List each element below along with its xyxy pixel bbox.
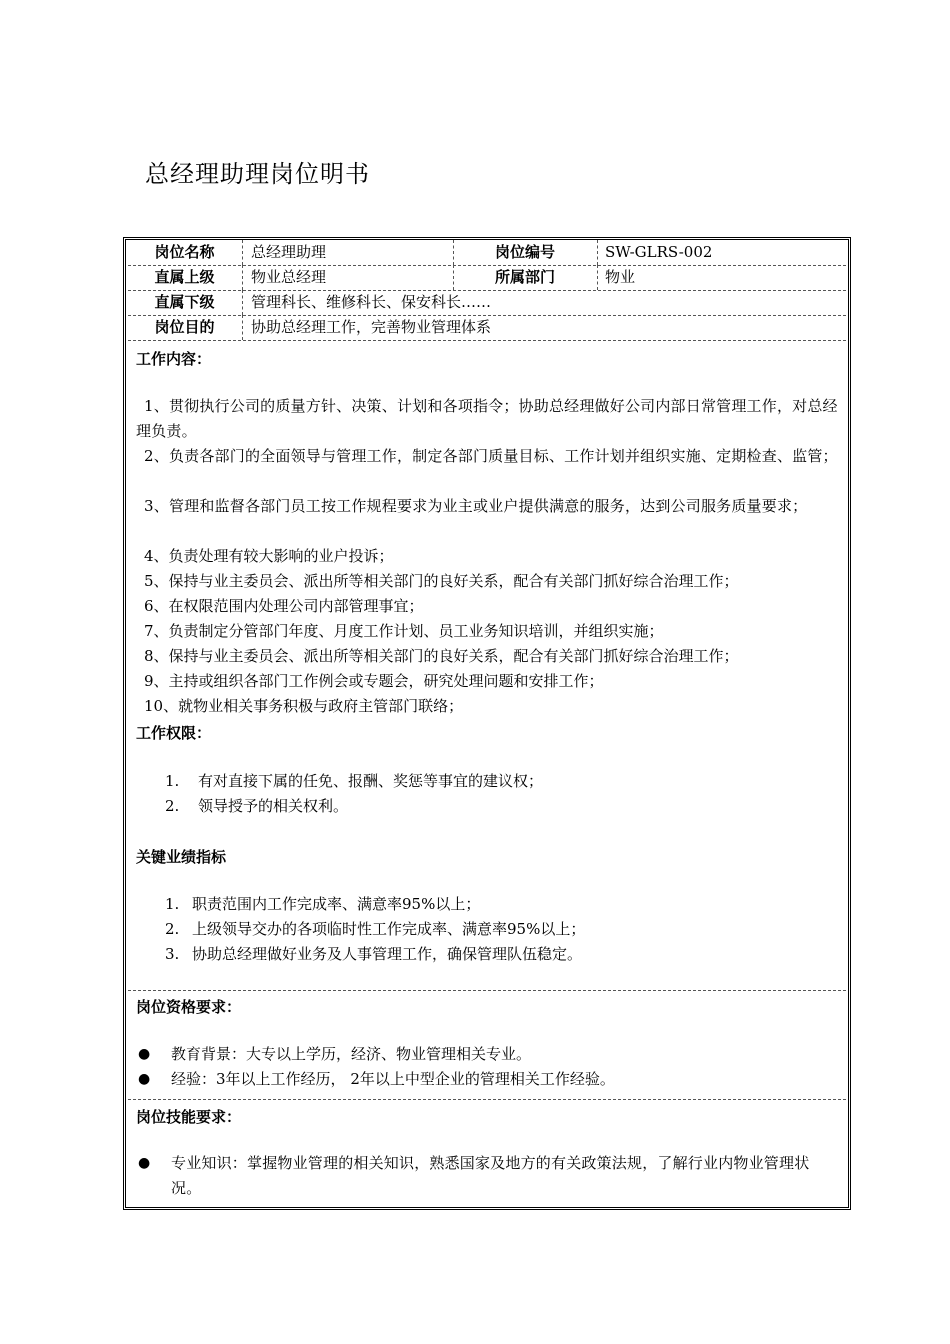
- authority-item-2: 领导授予的相关权利。: [198, 797, 349, 815]
- kpi-item-3-number: 3.: [165, 945, 180, 963]
- bullet-icon: ●: [138, 1155, 151, 1171]
- kpi-item-2: 上级领导交办的各项临时性工作完成率、满意率95%以上；: [192, 920, 586, 938]
- kpi-item-1: 职责范围内工作完成率、满意率95%以上；: [192, 895, 481, 913]
- work-item-7: 7、负责制定分管部门年度、月度工作计划、员工业务知识培训，并组织实施；: [144, 622, 664, 640]
- work-section: [128, 341, 846, 991]
- department-label: 所属部门: [494, 268, 555, 286]
- position-purpose-value: 协助总经理工作，完善物业管理体系: [251, 318, 492, 336]
- header-row-4: [128, 315, 846, 341]
- position-name-value: 总经理助理: [251, 243, 327, 261]
- work-item-9: 9、主持或组织各部门工作例会或专题会，研究处理问题和安排工作；: [144, 672, 604, 690]
- kpi-item-1-number: 1.: [165, 895, 180, 913]
- header-row-3: [128, 290, 846, 316]
- authority-item-1-number: 1.: [165, 772, 180, 790]
- bullet-icon: ●: [138, 1071, 151, 1087]
- position-code-value: SW-GLRS-002: [605, 243, 713, 261]
- qualification-item-2: 经验：3年以上工作经历， 2年以上中型企业的管理相关工作经验。: [171, 1070, 615, 1088]
- work-item-2: 2、负责各部门的全面领导与管理工作，制定各部门质量目标、工作计划并组织实施、定期检查、监管；: [144, 447, 838, 465]
- bullet-icon: ●: [138, 1046, 151, 1062]
- qualification-item-1: 教育背景：大专以上学历，经济、物业管理相关专业。: [171, 1045, 532, 1063]
- header-row-2: [128, 265, 846, 291]
- work-item-10: 10、就物业相关事务积极与政府主管部门联络；: [144, 697, 464, 715]
- work-item-6: 6、在权限范围内处理公司内部管理事宜；: [144, 597, 424, 615]
- qualification-heading: 岗位资格要求：: [136, 998, 242, 1016]
- authority-heading: 工作权限：: [136, 724, 212, 742]
- qualification-section: [128, 990, 846, 1100]
- work-content-heading: 工作内容：: [136, 350, 212, 368]
- kpi-item-3: 协助总经理做好业务及人事管理工作，确保管理队伍稳定。: [192, 945, 583, 963]
- authority-item-2-number: 2.: [165, 797, 180, 815]
- department-value: 物业: [605, 268, 636, 286]
- job-description-table: [123, 237, 851, 1210]
- direct-subordinates-value: 管理科长、维修科长、保安科长……: [251, 293, 492, 311]
- position-code-label: 岗位编号: [494, 243, 555, 261]
- work-item-3: 3、管理和监督各部门员工按工作规程要求为业主或业户提供满意的服务，达到公司服务质量要求；: [144, 497, 808, 515]
- position-purpose-label: 岗位目的: [154, 318, 215, 336]
- direct-subordinates-label: 直属下级: [154, 293, 215, 311]
- skills-heading: 岗位技能要求：: [136, 1108, 242, 1126]
- authority-item-1: 有对直接下属的任免、报酬、奖惩等事宜的建议权；: [198, 772, 544, 790]
- work-item-5: 5、保持与业主委员会、派出所等相关部门的良好关系，配合有关部门抓好综合治理工作；: [144, 572, 739, 590]
- kpi-item-2-number: 2.: [165, 920, 180, 938]
- skills-item-1: 专业知识：掌握物业管理的相关知识，熟悉国家及地方的有关政策法规，了解行业内物业管理状况。: [171, 1154, 810, 1197]
- header-row-1: [128, 240, 846, 266]
- work-item-4: 4、负责处理有较大影响的业户投诉；: [144, 547, 394, 565]
- work-item-8: 8、保持与业主委员会、派出所等相关部门的良好关系，配合有关部门抓好综合治理工作；: [144, 647, 739, 665]
- position-name-label: 岗位名称: [154, 243, 215, 261]
- direct-superior-label: 直属上级: [154, 268, 215, 286]
- direct-superior-value: 物业总经理: [251, 268, 327, 286]
- kpi-heading: 关键业绩指标: [136, 848, 227, 866]
- document-title: 总经理助理岗位明书: [145, 160, 370, 188]
- work-item-1: 1、贯彻执行公司的质量方针、决策、计划和各项指令；协助总经理做好公司内部日常管理工作，对总经理负责。: [136, 397, 838, 440]
- skills-section: [128, 1100, 846, 1210]
